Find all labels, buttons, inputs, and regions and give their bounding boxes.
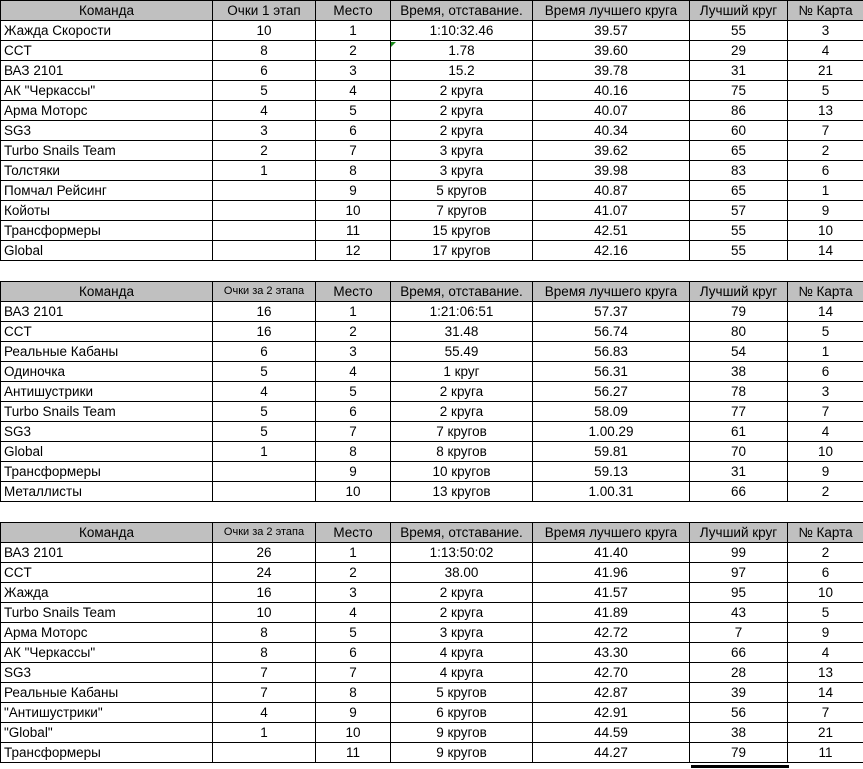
cell-card[interactable]: 3 bbox=[788, 21, 863, 41]
cell-place[interactable]: 9 bbox=[316, 181, 391, 201]
cell-points[interactable]: 10 bbox=[213, 21, 316, 41]
cell-place[interactable]: 4 bbox=[316, 81, 391, 101]
cell-card[interactable]: 10 bbox=[788, 221, 863, 241]
cell-best-lap[interactable]: 54 bbox=[690, 342, 788, 362]
cell-points[interactable] bbox=[213, 221, 316, 241]
cell-points[interactable]: 5 bbox=[213, 81, 316, 101]
cell-points[interactable]: 1 bbox=[213, 161, 316, 181]
cell-card[interactable]: 7 bbox=[788, 121, 863, 141]
column-header-place[interactable]: Место bbox=[316, 1, 391, 21]
cell-points[interactable]: 16 bbox=[213, 583, 316, 603]
cell-team[interactable]: Койоты bbox=[1, 201, 213, 221]
cell-gap[interactable]: 1:21:06:51 bbox=[391, 302, 533, 322]
cell-gap[interactable]: 1:10:32.46 bbox=[391, 21, 533, 41]
cell-best-lap[interactable]: 66 bbox=[690, 643, 788, 663]
column-header-points[interactable]: Очки 1 этап bbox=[213, 1, 316, 21]
cell-points[interactable]: 7 bbox=[213, 663, 316, 683]
cell-place[interactable]: 6 bbox=[316, 121, 391, 141]
cell-points[interactable]: 16 bbox=[213, 322, 316, 342]
cell-best-lap-time[interactable]: 39.98 bbox=[533, 161, 690, 181]
cell-best-lap-time[interactable]: 41.07 bbox=[533, 201, 690, 221]
cell-card[interactable]: 4 bbox=[788, 41, 863, 61]
cell-best-lap-time[interactable]: 41.40 bbox=[533, 543, 690, 563]
cell-team[interactable]: Одиночка bbox=[1, 362, 213, 382]
cell-best-lap-time[interactable]: 56.27 bbox=[533, 382, 690, 402]
cell-points[interactable]: 4 bbox=[213, 101, 316, 121]
cell-team[interactable]: Арма Моторс bbox=[1, 101, 213, 121]
cell-gap[interactable]: 10 кругов bbox=[391, 462, 533, 482]
cell-gap[interactable]: 5 кругов bbox=[391, 181, 533, 201]
cell-team[interactable]: CCT bbox=[1, 322, 213, 342]
cell-gap[interactable]: 3 круга bbox=[391, 141, 533, 161]
cell-card[interactable]: 6 bbox=[788, 362, 863, 382]
cell-gap[interactable]: 2 круга bbox=[391, 101, 533, 121]
cell-place[interactable]: 6 bbox=[316, 402, 391, 422]
cell-gap[interactable]: 31.48 bbox=[391, 322, 533, 342]
cell-best-lap-time[interactable]: 42.16 bbox=[533, 241, 690, 261]
cell-place[interactable]: 5 bbox=[316, 382, 391, 402]
column-header-gap[interactable]: Время, отставание. bbox=[391, 1, 533, 21]
cell-place[interactable]: 3 bbox=[316, 61, 391, 81]
cell-card[interactable]: 5 bbox=[788, 322, 863, 342]
cell-team[interactable]: Global bbox=[1, 241, 213, 261]
cell-best-lap[interactable]: 55 bbox=[690, 241, 788, 261]
cell-team[interactable]: ВАЗ 2101 bbox=[1, 302, 213, 322]
header-row bbox=[1, 282, 863, 302]
table-row bbox=[1, 703, 863, 723]
cell-best-lap-time[interactable]: 41.96 bbox=[533, 563, 690, 583]
cell-team[interactable]: SG3 bbox=[1, 422, 213, 442]
table-row bbox=[1, 683, 863, 703]
cell-comment-marker bbox=[391, 42, 396, 47]
table-row bbox=[1, 442, 863, 462]
column-header-best-lap-time[interactable]: Время лучшего круга bbox=[533, 1, 690, 21]
cell-best-lap-time[interactable]: 56.83 bbox=[533, 342, 690, 362]
cell-best-lap-time[interactable]: 42.91 bbox=[533, 703, 690, 723]
cell-card[interactable]: 7 bbox=[788, 402, 863, 422]
cell-team[interactable]: Реальные Кабаны bbox=[1, 342, 213, 362]
cell-place[interactable]: 10 bbox=[316, 482, 391, 502]
column-header-points[interactable]: Очки за 2 этапа bbox=[213, 523, 316, 543]
cell-place[interactable]: 10 bbox=[316, 723, 391, 743]
cell-place[interactable]: 1 bbox=[316, 21, 391, 41]
column-header-best-lap-time[interactable]: Время лучшего круга bbox=[533, 523, 690, 543]
column-header-team[interactable]: Команда bbox=[1, 1, 213, 21]
column-header-team[interactable]: Команда bbox=[1, 523, 213, 543]
cell-points[interactable]: 6 bbox=[213, 61, 316, 81]
cell-card[interactable]: 14 bbox=[788, 241, 863, 261]
cell-team[interactable]: ВАЗ 2101 bbox=[1, 61, 213, 81]
cell-best-lap[interactable]: 39 bbox=[690, 683, 788, 703]
cell-gap[interactable]: 5 кругов bbox=[391, 683, 533, 703]
cell-place[interactable]: 1 bbox=[316, 543, 391, 563]
cell-place[interactable]: 2 bbox=[316, 563, 391, 583]
header-row bbox=[1, 523, 863, 543]
blank-cell[interactable] bbox=[1, 502, 863, 523]
cell-gap[interactable]: 7 кругов bbox=[391, 201, 533, 221]
table-row bbox=[1, 201, 863, 221]
cell-best-lap[interactable]: 7 bbox=[690, 623, 788, 643]
cell-best-lap[interactable]: 95 bbox=[690, 583, 788, 603]
cell-best-lap-time[interactable]: 41.89 bbox=[533, 603, 690, 623]
column-header-gap[interactable]: Время, отставание. bbox=[391, 523, 533, 543]
cell-team[interactable]: Антишустрики bbox=[1, 382, 213, 402]
table-row bbox=[1, 743, 863, 763]
cell-best-lap-time[interactable]: 42.51 bbox=[533, 221, 690, 241]
cell-gap[interactable]: 2 круга bbox=[391, 603, 533, 623]
cell-best-lap-time[interactable]: 1.00.29 bbox=[533, 422, 690, 442]
table-row bbox=[1, 121, 863, 141]
cell-best-lap[interactable]: 65 bbox=[690, 141, 788, 161]
cell-place[interactable]: 2 bbox=[316, 322, 391, 342]
cell-team[interactable]: SG3 bbox=[1, 663, 213, 683]
cell-place[interactable]: 7 bbox=[316, 141, 391, 161]
cell-card[interactable]: 4 bbox=[788, 643, 863, 663]
cell-team[interactable]: Жажда bbox=[1, 583, 213, 603]
cell-best-lap[interactable]: 31 bbox=[690, 462, 788, 482]
cell-team[interactable]: Арма Моторс bbox=[1, 623, 213, 643]
cell-points[interactable]: 5 bbox=[213, 402, 316, 422]
cell-card[interactable]: 9 bbox=[788, 201, 863, 221]
cell-team[interactable]: Turbo Snails Team bbox=[1, 402, 213, 422]
cell-card[interactable]: 3 bbox=[788, 382, 863, 402]
cell-gap[interactable]: 2 круга bbox=[391, 121, 533, 141]
cell-gap[interactable]: 3 круга bbox=[391, 161, 533, 181]
cell-best-lap[interactable]: 57 bbox=[690, 201, 788, 221]
cell-team[interactable]: Толстяки bbox=[1, 161, 213, 181]
cell-best-lap-time[interactable]: 42.87 bbox=[533, 683, 690, 703]
cell-team[interactable]: CCT bbox=[1, 563, 213, 583]
cell-place[interactable]: 4 bbox=[316, 362, 391, 382]
column-header-best-lap[interactable]: Лучший круг bbox=[690, 282, 788, 302]
cell-best-lap[interactable]: 99 bbox=[690, 543, 788, 563]
cell-best-lap[interactable]: 29 bbox=[690, 41, 788, 61]
column-header-card[interactable]: № Карта bbox=[788, 523, 863, 543]
column-header-best-lap-time[interactable]: Время лучшего круга bbox=[533, 282, 690, 302]
blank-row bbox=[1, 261, 863, 282]
cell-team[interactable]: Трансформеры bbox=[1, 462, 213, 482]
cell-best-lap-time[interactable]: 44.59 bbox=[533, 723, 690, 743]
cell-team[interactable]: "Global" bbox=[1, 723, 213, 743]
column-header-best-lap[interactable]: Лучший круг bbox=[690, 523, 788, 543]
cell-best-lap[interactable]: 43 bbox=[690, 603, 788, 623]
blank-row bbox=[1, 502, 863, 523]
cell-best-lap[interactable]: 75 bbox=[690, 81, 788, 101]
cell-place[interactable]: 5 bbox=[316, 623, 391, 643]
cell-best-lap-time[interactable]: 56.31 bbox=[533, 362, 690, 382]
cell-best-lap[interactable]: 66 bbox=[690, 482, 788, 502]
cell-place[interactable]: 8 bbox=[316, 683, 391, 703]
cell-place[interactable]: 12 bbox=[316, 241, 391, 261]
cell-place[interactable]: 3 bbox=[316, 583, 391, 603]
cell-card[interactable]: 2 bbox=[788, 482, 863, 502]
cell-best-lap[interactable]: 55 bbox=[690, 221, 788, 241]
cell-points[interactable]: 1 bbox=[213, 442, 316, 462]
cell-points[interactable] bbox=[213, 482, 316, 502]
cell-gap[interactable]: 3 круга bbox=[391, 623, 533, 643]
table-row bbox=[1, 302, 863, 322]
table-row bbox=[1, 342, 863, 362]
table-row bbox=[1, 543, 863, 563]
cell-team[interactable]: Global bbox=[1, 442, 213, 462]
cell-best-lap-time[interactable]: 39.57 bbox=[533, 21, 690, 41]
cell-points[interactable]: 6 bbox=[213, 342, 316, 362]
cell-gap[interactable]: 4 круга bbox=[391, 663, 533, 683]
cell-card[interactable]: 5 bbox=[788, 81, 863, 101]
cell-card[interactable]: 10 bbox=[788, 442, 863, 462]
table-row bbox=[1, 141, 863, 161]
cell-card[interactable]: 2 bbox=[788, 543, 863, 563]
table-row bbox=[1, 643, 863, 663]
cell-best-lap[interactable]: 65 bbox=[690, 181, 788, 201]
cell-team[interactable]: Turbo Snails Team bbox=[1, 141, 213, 161]
table-row bbox=[1, 362, 863, 382]
cell-gap[interactable]: 55.49 bbox=[391, 342, 533, 362]
cell-best-lap-time[interactable]: 39.60 bbox=[533, 41, 690, 61]
cell-best-lap-time[interactable]: 59.13 bbox=[533, 462, 690, 482]
cell-card[interactable]: 21 bbox=[788, 61, 863, 81]
cell-place[interactable]: 11 bbox=[316, 743, 391, 763]
cell-best-lap-time[interactable]: 39.78 bbox=[533, 61, 690, 81]
table-row bbox=[1, 241, 863, 261]
cell-place[interactable]: 2 bbox=[316, 41, 391, 61]
cell-place[interactable]: 3 bbox=[316, 342, 391, 362]
column-header-card[interactable]: № Карта bbox=[788, 282, 863, 302]
table-row bbox=[1, 462, 863, 482]
cell-team[interactable]: АК "Черкассы" bbox=[1, 81, 213, 101]
cell-card[interactable]: 6 bbox=[788, 161, 863, 181]
cell-card[interactable]: 7 bbox=[788, 703, 863, 723]
cell-points[interactable]: 5 bbox=[213, 422, 316, 442]
cell-best-lap-time[interactable]: 40.34 bbox=[533, 121, 690, 141]
cell-team[interactable]: CCT bbox=[1, 41, 213, 61]
table-row bbox=[1, 402, 863, 422]
table-row bbox=[1, 663, 863, 683]
table-row bbox=[1, 482, 863, 502]
cell-points[interactable] bbox=[213, 241, 316, 261]
table-row bbox=[1, 322, 863, 342]
cell-gap[interactable]: 6 кругов bbox=[391, 703, 533, 723]
cell-selection-border bbox=[691, 765, 789, 768]
cell-points[interactable]: 8 bbox=[213, 41, 316, 61]
cell-points[interactable]: 26 bbox=[213, 543, 316, 563]
cell-points[interactable]: 4 bbox=[213, 703, 316, 723]
blank-cell[interactable] bbox=[1, 261, 863, 282]
cell-points[interactable]: 5 bbox=[213, 362, 316, 382]
cell-best-lap[interactable]: 79 bbox=[690, 302, 788, 322]
cell-best-lap-time[interactable]: 40.87 bbox=[533, 181, 690, 201]
table-row bbox=[1, 181, 863, 201]
cell-gap[interactable]: 2 круга bbox=[391, 402, 533, 422]
cell-gap[interactable]: 1.78 bbox=[391, 41, 533, 61]
cell-team[interactable]: Трансформеры bbox=[1, 221, 213, 241]
cell-place[interactable]: 4 bbox=[316, 603, 391, 623]
cell-gap[interactable]: 1 круг bbox=[391, 362, 533, 382]
column-header-place[interactable]: Место bbox=[316, 523, 391, 543]
cell-best-lap[interactable]: 31 bbox=[690, 61, 788, 81]
cell-points[interactable]: 16 bbox=[213, 302, 316, 322]
cell-points[interactable] bbox=[213, 181, 316, 201]
cell-gap[interactable]: 8 кругов bbox=[391, 442, 533, 462]
cell-points[interactable]: 4 bbox=[213, 382, 316, 402]
cell-team[interactable]: SG3 bbox=[1, 121, 213, 141]
table-row bbox=[1, 81, 863, 101]
cell-best-lap[interactable]: 80 bbox=[690, 322, 788, 342]
cell-points[interactable]: 2 bbox=[213, 141, 316, 161]
cell-best-lap-time[interactable]: 42.70 bbox=[533, 663, 690, 683]
cell-team[interactable]: Жажда Скорости bbox=[1, 21, 213, 41]
cell-team[interactable]: ВАЗ 2101 bbox=[1, 543, 213, 563]
table-row bbox=[1, 623, 863, 643]
cell-place[interactable]: 8 bbox=[316, 161, 391, 181]
cell-best-lap-time[interactable]: 1.00.31 bbox=[533, 482, 690, 502]
cell-gap[interactable]: 9 кругов bbox=[391, 723, 533, 743]
cell-points[interactable] bbox=[213, 743, 316, 763]
cell-place[interactable]: 7 bbox=[316, 663, 391, 683]
cell-card[interactable]: 21 bbox=[788, 723, 863, 743]
cell-gap[interactable]: 7 кругов bbox=[391, 422, 533, 442]
cell-best-lap[interactable]: 38 bbox=[690, 723, 788, 743]
cell-best-lap-time[interactable]: 43.30 bbox=[533, 643, 690, 663]
table-row bbox=[1, 61, 863, 81]
cell-place[interactable]: 10 bbox=[316, 201, 391, 221]
cell-best-lap-time[interactable]: 39.62 bbox=[533, 141, 690, 161]
cell-best-lap[interactable]: 61 bbox=[690, 422, 788, 442]
cell-best-lap[interactable]: 97 bbox=[690, 563, 788, 583]
cell-team[interactable]: АК "Черкассы" bbox=[1, 643, 213, 663]
table-row bbox=[1, 723, 863, 743]
cell-place[interactable]: 9 bbox=[316, 703, 391, 723]
cell-best-lap-time[interactable]: 42.72 bbox=[533, 623, 690, 643]
cell-team[interactable]: Turbo Snails Team bbox=[1, 603, 213, 623]
cell-place[interactable]: 6 bbox=[316, 643, 391, 663]
cell-card[interactable]: 14 bbox=[788, 683, 863, 703]
cell-points[interactable]: 7 bbox=[213, 683, 316, 703]
cell-place[interactable]: 11 bbox=[316, 221, 391, 241]
cell-gap[interactable]: 1:13:50:02 bbox=[391, 543, 533, 563]
cell-team[interactable]: Реальные Кабаны bbox=[1, 683, 213, 703]
cell-place[interactable]: 8 bbox=[316, 442, 391, 462]
cell-best-lap[interactable]: 83 bbox=[690, 161, 788, 181]
column-header-points[interactable]: Очки за 2 этапа bbox=[213, 282, 316, 302]
cell-gap[interactable]: 2 круга bbox=[391, 382, 533, 402]
cell-card[interactable]: 4 bbox=[788, 422, 863, 442]
table-row bbox=[1, 101, 863, 121]
cell-points[interactable]: 3 bbox=[213, 121, 316, 141]
cell-points[interactable]: 10 bbox=[213, 603, 316, 623]
cell-best-lap-time[interactable]: 56.74 bbox=[533, 322, 690, 342]
cell-gap[interactable]: 38.00 bbox=[391, 563, 533, 583]
cell-points[interactable]: 8 bbox=[213, 643, 316, 663]
cell-gap[interactable]: 15.2 bbox=[391, 61, 533, 81]
cell-card[interactable]: 13 bbox=[788, 101, 863, 121]
table-row bbox=[1, 422, 863, 442]
cell-gap[interactable]: 13 кругов bbox=[391, 482, 533, 502]
cell-place[interactable]: 7 bbox=[316, 422, 391, 442]
cell-team[interactable]: Металлисты bbox=[1, 482, 213, 502]
cell-place[interactable]: 1 bbox=[316, 302, 391, 322]
cell-gap[interactable]: 9 кругов bbox=[391, 743, 533, 763]
cell-best-lap[interactable]: 77 bbox=[690, 402, 788, 422]
cell-best-lap-time[interactable]: 57.37 bbox=[533, 302, 690, 322]
table-row bbox=[1, 382, 863, 402]
cell-card[interactable]: 1 bbox=[788, 342, 863, 362]
cell-card[interactable]: 14 bbox=[788, 302, 863, 322]
cell-points[interactable]: 24 bbox=[213, 563, 316, 583]
cell-card[interactable]: 10 bbox=[788, 583, 863, 603]
cell-best-lap[interactable]: 55 bbox=[690, 21, 788, 41]
cell-card[interactable]: 11 bbox=[788, 743, 863, 763]
cell-best-lap[interactable]: 60 bbox=[690, 121, 788, 141]
cell-best-lap-time[interactable]: 40.07 bbox=[533, 101, 690, 121]
cell-best-lap[interactable]: 70 bbox=[690, 442, 788, 462]
table-row bbox=[1, 583, 863, 603]
cell-best-lap-time[interactable]: 58.09 bbox=[533, 402, 690, 422]
column-header-card[interactable]: № Карта bbox=[788, 1, 863, 21]
cell-team[interactable]: "Антишустрики" bbox=[1, 703, 213, 723]
cell-place[interactable]: 5 bbox=[316, 101, 391, 121]
cell-card[interactable]: 2 bbox=[788, 141, 863, 161]
cell-best-lap[interactable]: 79 bbox=[690, 743, 788, 763]
cell-gap[interactable]: 2 круга bbox=[391, 583, 533, 603]
cell-card[interactable]: 6 bbox=[788, 563, 863, 583]
header-row bbox=[1, 1, 863, 21]
table-row bbox=[1, 221, 863, 241]
cell-points[interactable]: 8 bbox=[213, 623, 316, 643]
cell-best-lap[interactable]: 78 bbox=[690, 382, 788, 402]
cell-best-lap-time[interactable]: 40.16 bbox=[533, 81, 690, 101]
column-header-place[interactable]: Место bbox=[316, 282, 391, 302]
cell-card[interactable]: 9 bbox=[788, 462, 863, 482]
table-row bbox=[1, 563, 863, 583]
table-row bbox=[1, 161, 863, 181]
cell-gap[interactable]: 17 кругов bbox=[391, 241, 533, 261]
results-table-body bbox=[1, 1, 863, 763]
cell-gap[interactable]: 2 круга bbox=[391, 81, 533, 101]
cell-card[interactable]: 5 bbox=[788, 603, 863, 623]
cell-points[interactable] bbox=[213, 201, 316, 221]
cell-best-lap[interactable]: 86 bbox=[690, 101, 788, 121]
cell-team[interactable]: Помчал Рейсинг bbox=[1, 181, 213, 201]
column-header-best-lap[interactable]: Лучший круг bbox=[690, 1, 788, 21]
cell-gap[interactable]: 4 круга bbox=[391, 643, 533, 663]
cell-points[interactable] bbox=[213, 462, 316, 482]
cell-card[interactable]: 13 bbox=[788, 663, 863, 683]
cell-best-lap[interactable]: 38 bbox=[690, 362, 788, 382]
table-row bbox=[1, 41, 863, 61]
cell-best-lap[interactable]: 56 bbox=[690, 703, 788, 723]
cell-gap[interactable]: 15 кругов bbox=[391, 221, 533, 241]
column-header-team[interactable]: Команда bbox=[1, 282, 213, 302]
table-row bbox=[1, 603, 863, 623]
cell-best-lap-time[interactable]: 41.57 bbox=[533, 583, 690, 603]
cell-points[interactable]: 1 bbox=[213, 723, 316, 743]
table-row bbox=[1, 21, 863, 41]
cell-best-lap-time[interactable]: 59.81 bbox=[533, 442, 690, 462]
cell-place[interactable]: 9 bbox=[316, 462, 391, 482]
column-header-gap[interactable]: Время, отставание. bbox=[391, 282, 533, 302]
cell-card[interactable]: 1 bbox=[788, 181, 863, 201]
cell-card[interactable]: 9 bbox=[788, 623, 863, 643]
cell-best-lap[interactable]: 28 bbox=[690, 663, 788, 683]
cell-best-lap-time[interactable]: 44.27 bbox=[533, 743, 690, 763]
cell-team[interactable]: Трансформеры bbox=[1, 743, 213, 763]
